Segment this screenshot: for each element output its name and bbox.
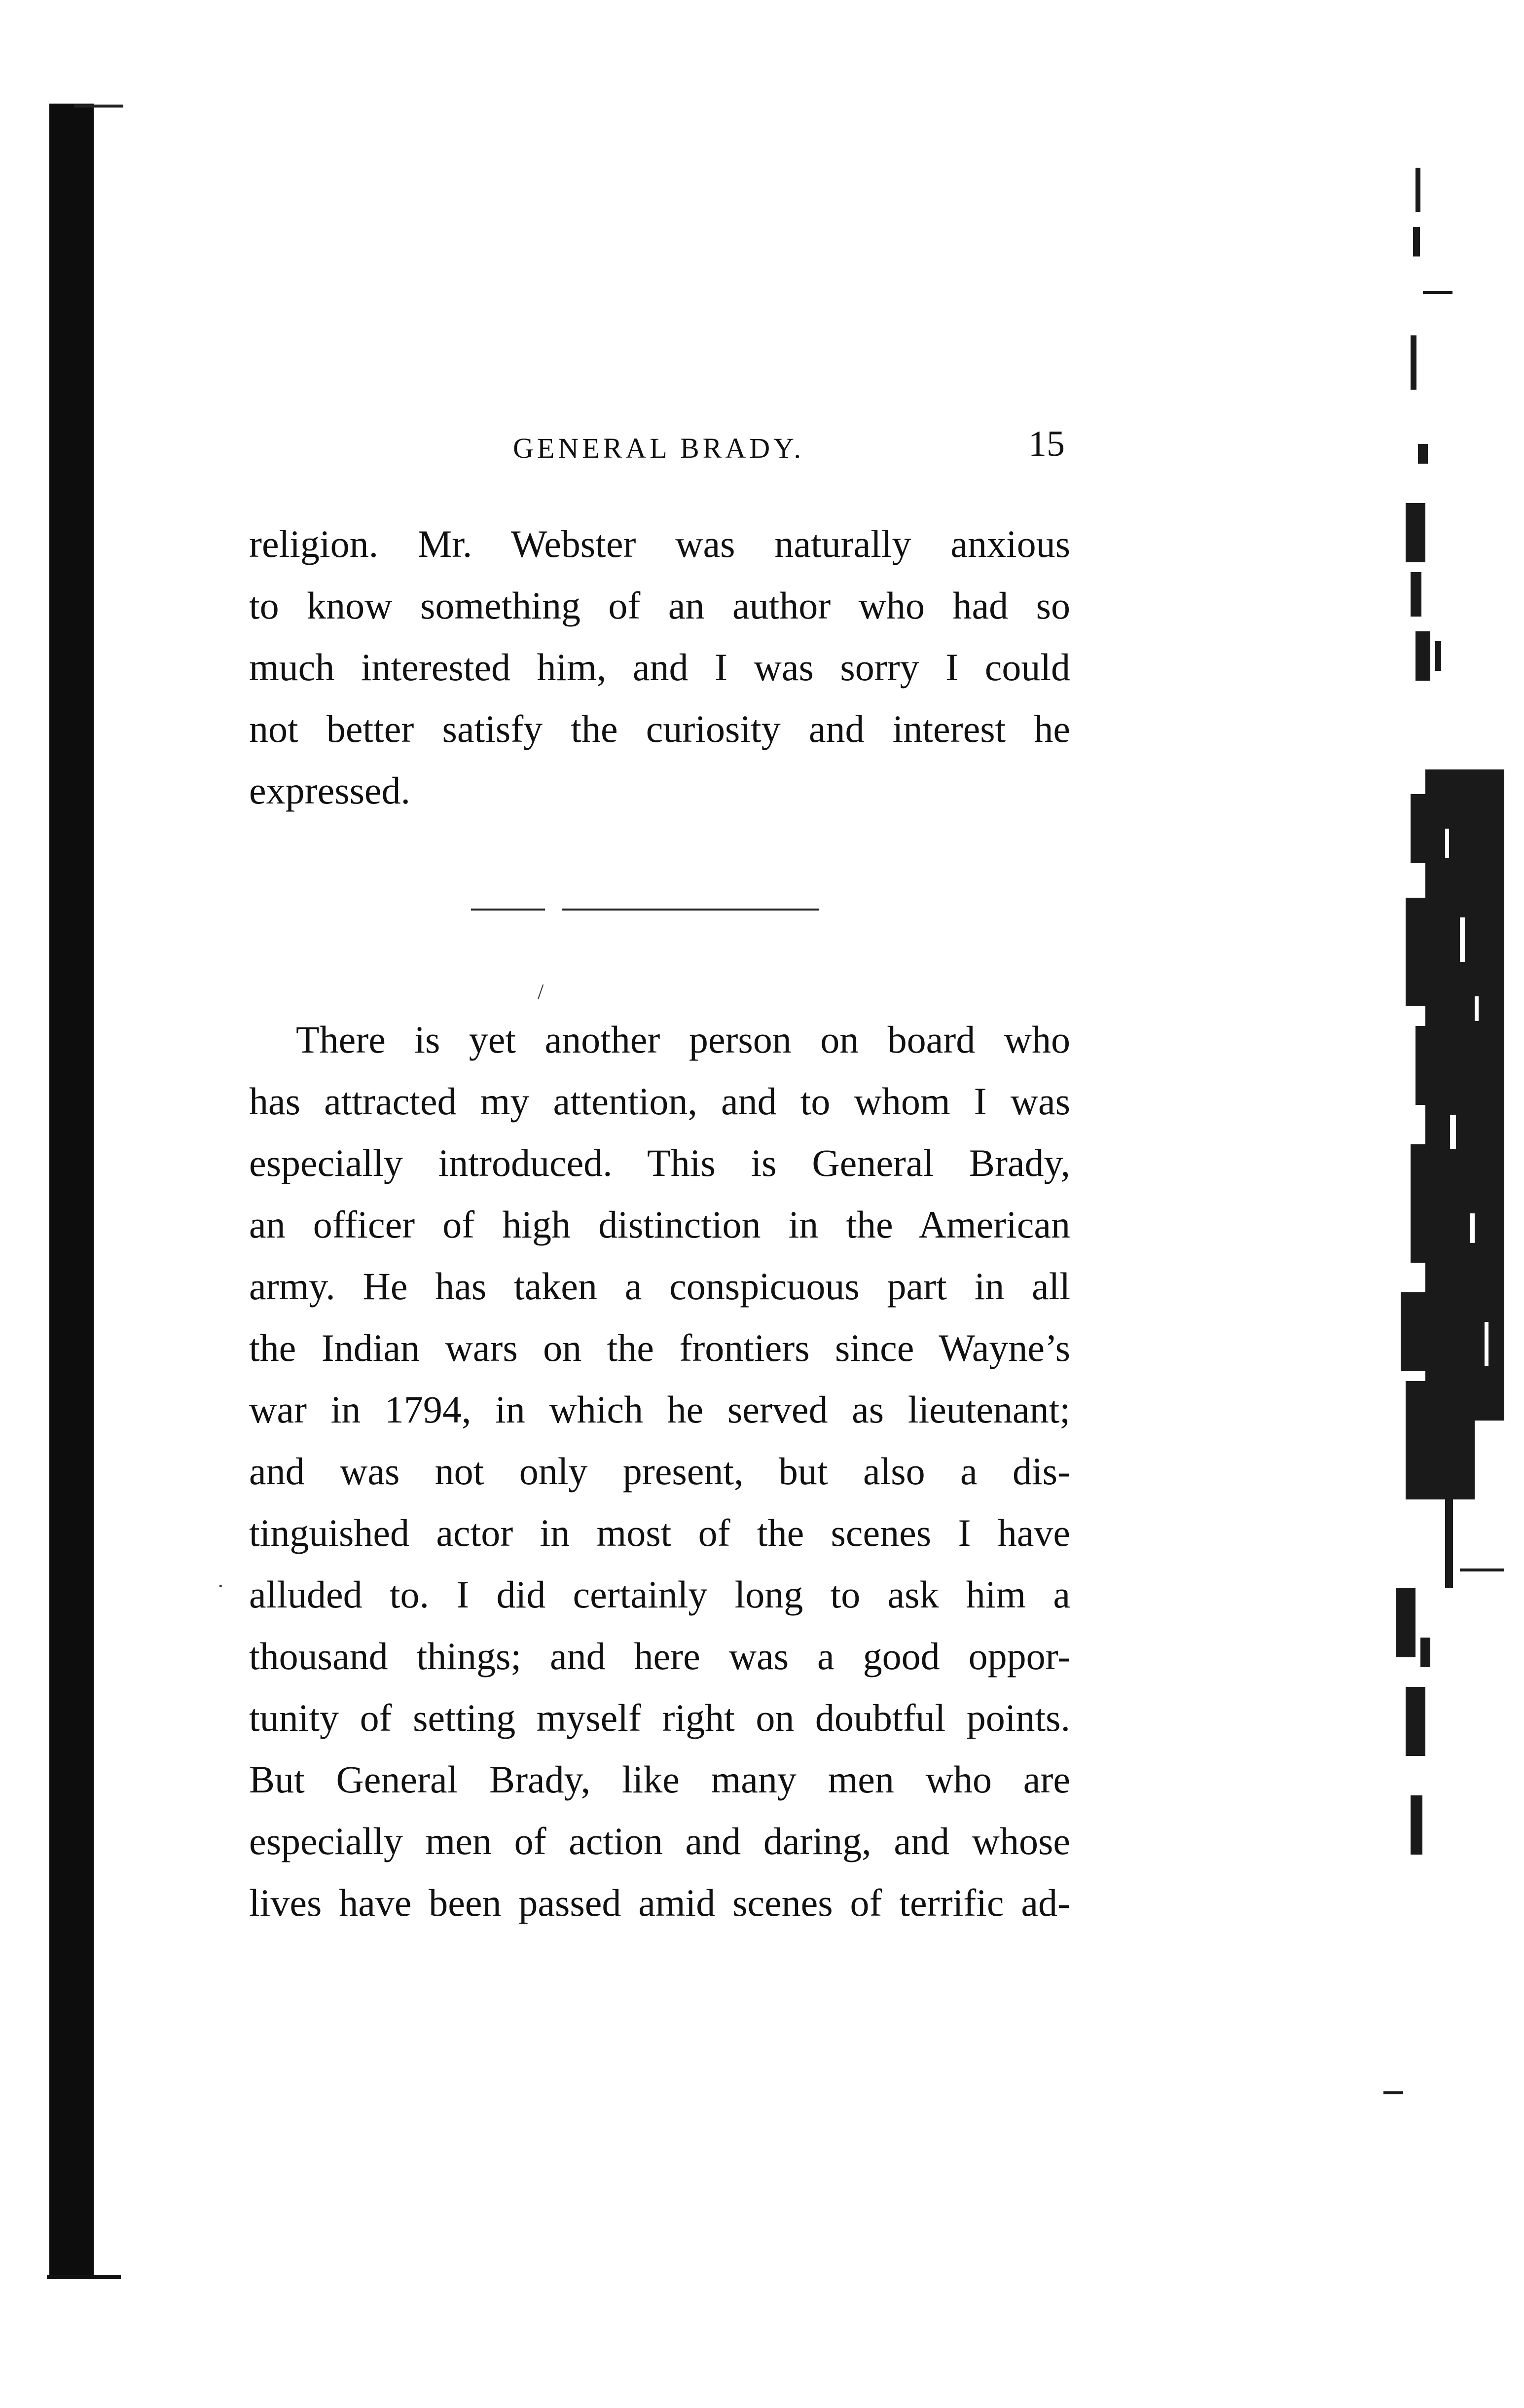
- text-line: thousand things; and here was a good oppor-: [249, 1635, 1070, 1678]
- binding-shadow: [49, 104, 94, 2279]
- page-edge-bleed-through: [1376, 128, 1504, 2200]
- text-line: lives have been passed amid scenes of terrific ad-: [249, 1881, 1070, 1924]
- text-line: and was not only present, but also a dis-: [249, 1450, 1070, 1493]
- text-line: to know something of an author who had so: [249, 584, 1070, 627]
- text-line: especially introduced. This is General Brady,: [249, 1141, 1070, 1184]
- text-line: especially men of action and daring, and whose: [249, 1820, 1070, 1862]
- section-divider-long: [562, 909, 819, 911]
- paragraph-continuation: [249, 513, 1070, 821]
- stray-ink-mark: /: [538, 980, 544, 1004]
- text-line: tinguished actor in most of the scenes I have: [249, 1511, 1070, 1554]
- text-line: not better satisfy the curiosity and interest he: [249, 707, 1070, 750]
- text-line: expressed.: [249, 769, 411, 812]
- text-line: religion. Mr. Webster was naturally anxious: [249, 522, 1070, 565]
- page-number: 15: [1028, 424, 1065, 464]
- running-head: GENERAL BRADY.: [513, 432, 805, 464]
- stray-ink-dot: ·: [217, 1574, 224, 1598]
- text-line: But General Brady, like many men who are: [249, 1758, 1070, 1801]
- paragraph-general-brady: [249, 1009, 1070, 1934]
- text-line: tunity of setting myself right on doubtful points.: [249, 1696, 1070, 1739]
- binding-shadow-bottom: [47, 2275, 121, 2279]
- text-line: much interested him, and I was sorry I could: [249, 646, 1070, 689]
- binding-shadow-top: [74, 105, 123, 108]
- text-line: an officer of high distinction in the American: [249, 1203, 1070, 1246]
- text-line: war in 1794, in which he served as lieutenant;: [249, 1388, 1070, 1431]
- text-line: has attracted my attention, and to whom I was: [249, 1080, 1070, 1123]
- text-line: army. He has taken a conspicuous part in all: [249, 1265, 1070, 1308]
- section-divider-short: [471, 909, 545, 911]
- text-line: alluded to. I did certainly long to ask him a: [249, 1573, 1070, 1616]
- text-line: There is yet another person on board who: [296, 1018, 1070, 1061]
- text-line: the Indian wars on the frontiers since Wayne’s: [249, 1326, 1070, 1369]
